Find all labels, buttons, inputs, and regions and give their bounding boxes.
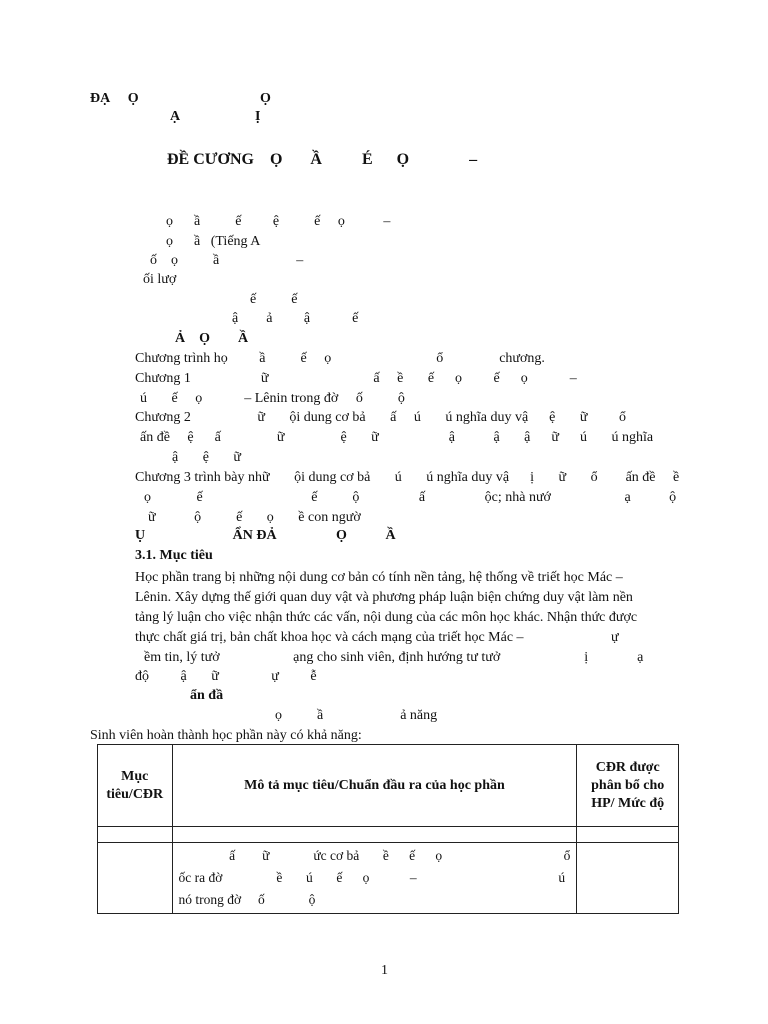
- objectives-paragraph-line: Học phần trang bị những nội dung cơ bản có tính nền tảng, hệ thống về triết học Mác –: [135, 570, 623, 585]
- outcomes-intro-line: ọ ầ ả năng: [275, 708, 438, 723]
- info-line-course-name: ọ ầ ế ệ ế ọ –: [166, 214, 391, 229]
- objectives-paragraph-line: ềm tin, lý tưở ạng cho sinh viên, định hướng tư tưở ị ạ: [144, 650, 644, 665]
- section-description-line: Chương trình họ ầ ế ọ ổ chương.: [135, 351, 545, 366]
- table-header-cell: Mô tả mục tiêu/Chuẩn đầu ra của học phần: [172, 745, 577, 827]
- table-cell: [98, 827, 173, 843]
- table-header-cell: CĐR được phân bổ cho HP/ Mức độ: [577, 745, 679, 827]
- subsection-objectives-heading: 3.1. Mục tiêu: [135, 548, 213, 563]
- section-description-line: ú ế ọ – Lênin trong đờ ố ộ: [140, 391, 405, 406]
- section-objectives-heading: Ụ ẨN ĐẢ Ọ Ầ: [135, 528, 396, 543]
- section-description-line: Chương 1 ữ ấ ề ế ọ ế ọ –: [135, 371, 577, 386]
- objectives-paragraph-line: độ ậ ữ ự ễ: [135, 669, 317, 684]
- table-cell: [172, 827, 577, 843]
- table-row: [98, 843, 679, 914]
- table-cell: ấ ữ ức cơ bả ề ế ọ ổ ốc ra đờ ề ú ế ọ – ú nó trong đờ ố ộ: [172, 843, 577, 914]
- table-row: [98, 827, 679, 843]
- header-university-left: ĐẠ Ọ: [90, 91, 139, 106]
- section-description-line: ậ ệ ữ: [172, 450, 242, 465]
- subsection-outcomes-heading: ẩn đầ: [190, 688, 224, 703]
- objectives-paragraph-line: Lênin. Xây dựng thế giới quan duy vật và phương pháp luận biện chứng duy vật làm nền: [135, 590, 633, 605]
- table-header-cell: Mục tiêu/CĐR: [98, 745, 173, 827]
- info-line-workload-detail-2: ậ ả ậ ế: [232, 311, 359, 326]
- section-description-line: Chương 3 trình bày nhữ ội dung cơ bả ú ú nghĩa duy vậ ị ữ ổ ấn đề ề: [135, 470, 680, 485]
- header-university-right: Ọ: [260, 91, 271, 106]
- info-line-course-name-en: ọ ầ (Tiếng A: [166, 234, 261, 249]
- table-cell: [577, 843, 679, 914]
- document-title: ĐỀ CƯƠNG Ọ Ầ É Ọ –: [167, 151, 478, 168]
- outcomes-table: [97, 744, 679, 914]
- section-description-line: ọ ế ế ộ ấ ộc; nhà nướ ạ ộ: [144, 490, 677, 505]
- table-cell: [98, 843, 173, 914]
- objectives-paragraph-line: tảng lý luận cho việc nhận thức các vấn, nội dung của các môn học khác. Nhận thức được: [135, 610, 638, 625]
- info-line-workload-detail: ế ế: [250, 292, 298, 307]
- table-header-row: [98, 745, 679, 827]
- header-faculty-right: Ị: [255, 109, 261, 124]
- objectives-paragraph-line: thực chất giá trị, bản chất khoa học và cách mạng của triết học Mác – ự: [135, 630, 619, 645]
- section-description-heading: Ả Ọ Ầ: [175, 331, 249, 346]
- section-description-line: ấn đề ệ ấ ữ ệ ữ ậ ậ ậ ữ ú ú nghĩa: [140, 430, 654, 445]
- header-faculty-left: Ạ: [170, 109, 181, 124]
- table-cell: [577, 827, 679, 843]
- page-number: 1: [381, 963, 388, 978]
- info-line-credits: ố ọ ầ –: [150, 253, 304, 268]
- outcomes-intro-sentence: Sinh viên hoàn thành học phần này có khả năng:: [90, 728, 362, 743]
- section-description-line: Chương 2 ữ ội dung cơ bả ấ ú ú nghĩa duy vậ ệ ữ ổ: [135, 410, 626, 425]
- section-description-line: ữ ộ ế ọ ề con ngườ: [148, 510, 361, 525]
- info-line-workload: ối lượ: [143, 272, 177, 287]
